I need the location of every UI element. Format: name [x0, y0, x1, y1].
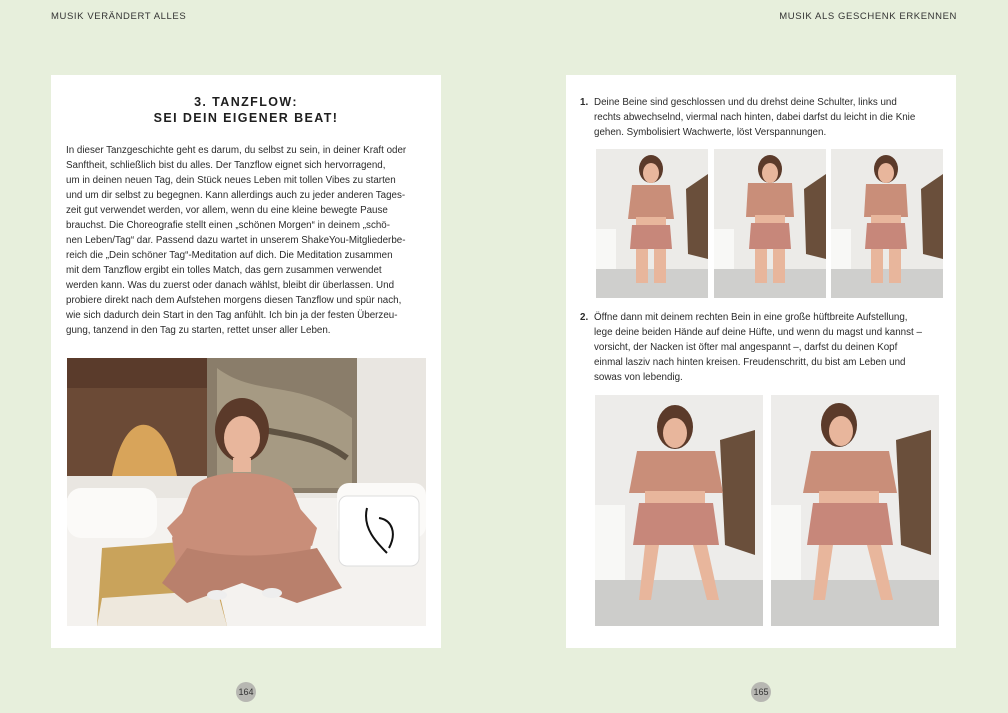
step-1 — [580, 95, 942, 140]
step-2-photo-2 — [771, 395, 939, 626]
text-line: nen Leben/Tag“ dar. Passend dazu wartet in unserem ShakeYou-Mitgliederbe- — [66, 235, 406, 246]
step-1-photo-2 — [714, 149, 826, 298]
section-title — [51, 94, 441, 126]
text-line: wie sich dadurch dein Start in den Tag anfühlt. Ich bin ja der festen Überzeu- — [66, 310, 398, 321]
text-line: sowas von lebendig. — [594, 372, 683, 383]
text-line: Deine Beine sind geschlossen und du drehst deine Schulter, links und — [594, 97, 897, 108]
step-number: 1. — [580, 97, 589, 108]
step-number: 2. — [580, 312, 589, 323]
text-line: Sanftheit, schließlich bist du alles. Der Tanzflow eignet sich hervorragend, — [66, 160, 386, 171]
text-line: reich die „Dein schöner Tag“-Meditation auf dich. Die Meditation zusammen — [66, 250, 393, 261]
text-line: gung, tanzend in den Tag zu starten, rettet unser aller Leben. — [66, 325, 331, 336]
section-title-line-2: SEI DEIN EIGENER BEAT! — [153, 111, 339, 125]
text-line: vorsicht, der Nacken ist öfter mal angespannt –, darfst du deinen Kopf — [594, 342, 898, 353]
step-1-photo-3 — [831, 149, 943, 298]
right-page — [566, 75, 956, 648]
intro-paragraph — [66, 143, 427, 338]
page-number-left: 164 — [236, 682, 256, 702]
text-line: gehen. Symbolisiert Wachwerte, löst Verspannungen. — [594, 127, 827, 138]
running-header-left: MUSIK VERÄNDERT ALLES — [51, 11, 187, 22]
text-line: zeit gut verwendet werden, vor allem, wenn du eine kleine bewegte Pause — [66, 205, 388, 216]
text-line: mit dem Tanzflow ergibt ein tolles Match, das gern zusammen verwendet — [66, 265, 382, 276]
page-number-right: 165 — [751, 682, 771, 702]
step-1-photo-1 — [596, 149, 708, 298]
text-line: um in deinen neuen Tag, dein Stück neues Leben mit tollen Vibes zu starten — [66, 175, 396, 186]
text-line: lege deine beiden Hände auf deine Hüfte, und wenn du magst und kannst – — [594, 327, 922, 338]
text-line: rechts abwechselnd, viermal nach hinten, dabei darfst du leicht in die Knie — [594, 112, 916, 123]
text-line: und um dir selbst zu begegnen. Kann allerdings auch zu jeder anderen Tages- — [66, 190, 406, 201]
text-line: Öffne dann mit deinem rechten Bein in eine große hüftbreite Aufstellung, — [594, 312, 908, 323]
step-2 — [580, 310, 942, 385]
text-line: probiere direkt nach dem Aufstehen morgens diesen Tanzflow und spür nach, — [66, 295, 402, 306]
text-line: brauchst. Die Choreografie stellt einen „schönen Morgen“ in deinem „schö- — [66, 220, 391, 231]
running-header-right: MUSIK ALS GESCHENK ERKENNEN — [779, 11, 957, 22]
step-2-photo-1 — [595, 395, 763, 626]
text-line: In dieser Tanzgeschichte geht es darum, du selbst zu sein, in deiner Kraft oder — [66, 145, 407, 156]
step-text — [594, 310, 942, 385]
step-text — [594, 95, 942, 140]
left-page — [51, 75, 441, 648]
meditation-photo — [67, 358, 426, 626]
text-line: einmal lasziv nach hinten kreisen. Freudenschritt, du bist am Leben und — [594, 357, 906, 368]
text-line: werden kann. Was du zuerst oder danach wählst, bleibt dir überlassen. Und — [66, 280, 395, 291]
section-title-line-1: 3. TANZFLOW: — [194, 95, 298, 109]
